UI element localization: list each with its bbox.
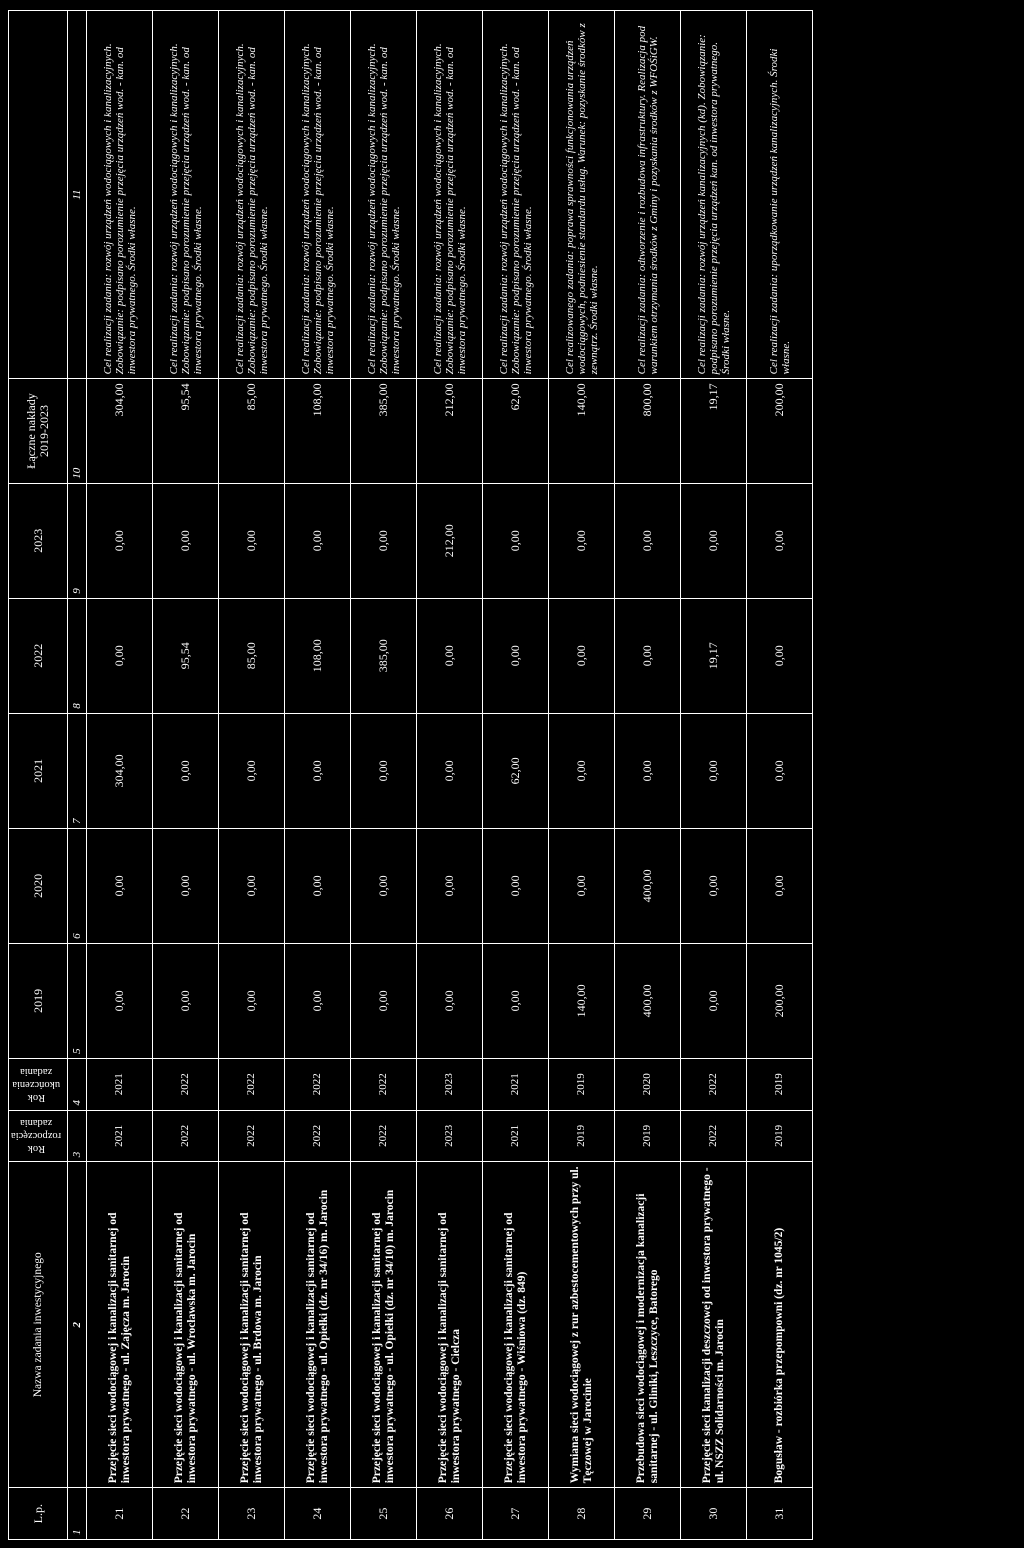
cell-y2023: 0,00 — [153, 483, 219, 598]
header-name: Nazwa zadania inwestycyjnego — [9, 1162, 68, 1488]
cell-y2019: 0,00 — [483, 943, 549, 1058]
cell-y2022: 0,00 — [87, 598, 153, 713]
index-row — [68, 11, 87, 1540]
index-cell: 3 — [68, 1110, 87, 1162]
table-row — [747, 11, 813, 1540]
cell-name: Przejęcie sieci wodociągowej i kanalizacji sanitarnej od inwestora prywatnego - ul. Opiełki (dz. nr 34/10) m. Jarocin — [351, 1162, 417, 1488]
cell-start: 2022 — [285, 1110, 351, 1162]
cell-lp: 25 — [351, 1488, 417, 1540]
cell-start: 2022 — [219, 1110, 285, 1162]
cell-desc: Cel realizacji zadania: rozwój urządzeń wodociągowych i kanalizacyjnych. Zobowiązanie: podpisano porozumienie przejęcia urządzeń wod. - kan. od inwestora prywatnego. Środki własne. — [417, 11, 483, 379]
cell-y2023: 0,00 — [747, 483, 813, 598]
cell-y2019: 0,00 — [153, 943, 219, 1058]
header-end: Rok ukończenia zadania — [9, 1058, 68, 1110]
cell-name: Przebudowa sieci wodociągowej i modernizacja kanalizacji sanitarnej - ul. Gliniki, Leszczyce, Batorego — [615, 1162, 681, 1488]
index-cell: 6 — [68, 828, 87, 943]
header-2021: 2021 — [9, 713, 68, 828]
cell-y2019: 0,00 — [285, 943, 351, 1058]
table-row — [483, 11, 549, 1540]
index-cell: 1 — [68, 1488, 87, 1540]
cell-y2022: 0,00 — [417, 598, 483, 713]
cell-y2020: 400,00 — [615, 828, 681, 943]
investment-table — [8, 10, 813, 1540]
cell-total: 200,00 — [747, 379, 813, 483]
cell-lp: 30 — [681, 1488, 747, 1540]
cell-name: Przejęcie sieci wodociągowej i kanalizacji sanitarnej od inwestora prywatnego - Cielcza — [417, 1162, 483, 1488]
cell-name: Bogusław - rozbiórka przepompowni (dz. nr 1045/2) — [747, 1162, 813, 1488]
cell-desc: Cel realizowanego zadania: poprawa sprawności funkcjonowania urządzeń wodociągowych, podniesienie standardu usług. Warunek: pozyskanie środków z zewnątrz. Środki własne. — [549, 11, 615, 379]
table-row — [219, 11, 285, 1540]
cell-y2023: 0,00 — [681, 483, 747, 598]
header-total: Łączne nakłady 2019-2023 — [9, 379, 68, 483]
cell-y2021: 0,00 — [747, 713, 813, 828]
cell-y2020: 0,00 — [417, 828, 483, 943]
cell-y2023: 0,00 — [351, 483, 417, 598]
cell-y2020: 0,00 — [483, 828, 549, 943]
cell-y2019: 0,00 — [417, 943, 483, 1058]
cell-start: 2019 — [549, 1110, 615, 1162]
cell-y2022: 108,00 — [285, 598, 351, 713]
header-lp: L.p. — [9, 1488, 68, 1540]
cell-y2021: 0,00 — [549, 713, 615, 828]
header-desc — [9, 11, 68, 379]
cell-y2021: 0,00 — [285, 713, 351, 828]
index-cell: 11 — [68, 11, 87, 379]
cell-y2021: 0,00 — [153, 713, 219, 828]
index-cell: 8 — [68, 598, 87, 713]
cell-y2020: 0,00 — [681, 828, 747, 943]
cell-total: 385,00 — [351, 379, 417, 483]
cell-desc: Cel realizacji zadania: rozwój urządzeń kanalizacyjnych (kd). Zobowiązanie: podpisano porozumienie przejęcia urządzeń kan. od inwestora prywatnego. Środki własne. — [681, 11, 747, 379]
cell-total: 95,54 — [153, 379, 219, 483]
cell-y2021: 0,00 — [417, 713, 483, 828]
cell-y2023: 0,00 — [549, 483, 615, 598]
cell-end: 2023 — [417, 1058, 483, 1110]
cell-end: 2019 — [747, 1058, 813, 1110]
cell-lp: 24 — [285, 1488, 351, 1540]
cell-start: 2022 — [351, 1110, 417, 1162]
cell-desc: Cel realizacji zadania: uporządkowanie urządzeń kanalizacyjnych. Środki własne. — [747, 11, 813, 379]
cell-start: 2023 — [417, 1110, 483, 1162]
cell-y2019: 400,00 — [615, 943, 681, 1058]
cell-name: Przejęcie sieci wodociągowej i kanalizacji sanitarnej od inwestora prywatnego - ul. Wrocławska m. Jarocin — [153, 1162, 219, 1488]
cell-y2023: 0,00 — [483, 483, 549, 598]
cell-y2021: 0,00 — [351, 713, 417, 828]
table-row — [351, 11, 417, 1540]
header-2023: 2023 — [9, 483, 68, 598]
cell-y2022: 0,00 — [549, 598, 615, 713]
table-row — [681, 11, 747, 1540]
cell-start: 2022 — [153, 1110, 219, 1162]
cell-lp: 21 — [87, 1488, 153, 1540]
cell-y2022: 0,00 — [747, 598, 813, 713]
cell-lp: 28 — [549, 1488, 615, 1540]
cell-name: Przejęcie sieci wodociągowej i kanalizacji sanitarnej od inwestora prywatnego - ul. Brdowa m. Jarocin — [219, 1162, 285, 1488]
cell-y2022: 95,54 — [153, 598, 219, 713]
cell-start: 2021 — [483, 1110, 549, 1162]
cell-name: Przejęcie sieci wodociągowej i kanalizacji sanitarnej od inwestora prywatnego - ul. Zajęcza m. Jarocin — [87, 1162, 153, 1488]
cell-total: 19,17 — [681, 379, 747, 483]
cell-desc: Cel realizacji zadania: rozwój urządzeń wodociągowych i kanalizacyjnych. Zobowiązanie: podpisano porozumienie przejęcia urządzeń wod. - kan. od inwestora prywatnego. Środki własne. — [483, 11, 549, 379]
cell-y2022: 19,17 — [681, 598, 747, 713]
table-row — [87, 11, 153, 1540]
cell-lp: 23 — [219, 1488, 285, 1540]
cell-end: 2022 — [153, 1058, 219, 1110]
cell-lp: 22 — [153, 1488, 219, 1540]
table-row — [549, 11, 615, 1540]
cell-lp: 27 — [483, 1488, 549, 1540]
cell-y2022: 0,00 — [483, 598, 549, 713]
cell-y2019: 0,00 — [87, 943, 153, 1058]
cell-desc: Cel realizacji zadania: rozwój urządzeń wodociągowych i kanalizacyjnych. Zobowiązanie: podpisano porozumienie przejęcia urządzeń wod. - kan. od inwestora prywatnego. Środki własne. — [351, 11, 417, 379]
cell-y2020: 0,00 — [747, 828, 813, 943]
cell-y2022: 85,00 — [219, 598, 285, 713]
table-row — [285, 11, 351, 1540]
header-start: Rok rozpoczęcia zadania — [9, 1110, 68, 1162]
cell-y2019: 200,00 — [747, 943, 813, 1058]
cell-y2019: 0,00 — [681, 943, 747, 1058]
index-cell: 9 — [68, 483, 87, 598]
cell-y2020: 0,00 — [153, 828, 219, 943]
cell-y2022: 0,00 — [615, 598, 681, 713]
cell-total: 108,00 — [285, 379, 351, 483]
cell-y2023: 212,00 — [417, 483, 483, 598]
cell-y2023: 0,00 — [219, 483, 285, 598]
cell-desc: Cel realizacji zadania: odtworzenie i rozbudowa infrastruktury. Realizacja pod warunkiem otrzymania środków z Gminy i pozyskania środków z WFOŚiGW. — [615, 11, 681, 379]
header-2022: 2022 — [9, 598, 68, 713]
cell-start: 2019 — [747, 1110, 813, 1162]
cell-y2019: 0,00 — [351, 943, 417, 1058]
cell-y2020: 0,00 — [219, 828, 285, 943]
cell-y2019: 0,00 — [219, 943, 285, 1058]
cell-y2020: 0,00 — [285, 828, 351, 943]
cell-desc: Cel realizacji zadania: rozwój urządzeń wodociągowych i kanalizacyjnych. Zobowiązanie: podpisano porozumienie przejęcia urządzeń wod. - kan. od inwestora prywatnego. Środki własne. — [153, 11, 219, 379]
cell-start: 2019 — [615, 1110, 681, 1162]
cell-total: 140,00 — [549, 379, 615, 483]
cell-lp: 29 — [615, 1488, 681, 1540]
cell-name: Przejęcie sieci wodociągowej i kanalizacji sanitarnej od inwestora prywatnego - Wiśniowa (dz. 849) — [483, 1162, 549, 1488]
header-row — [9, 11, 68, 1540]
index-cell: 2 — [68, 1162, 87, 1488]
cell-y2021: 0,00 — [681, 713, 747, 828]
cell-end: 2021 — [87, 1058, 153, 1110]
cell-total: 85,00 — [219, 379, 285, 483]
index-cell: 4 — [68, 1058, 87, 1110]
table-row — [417, 11, 483, 1540]
cell-desc: Cel realizacji zadania: rozwój urządzeń wodociągowych i kanalizacyjnych. Zobowiązanie: podpisano porozumienie przejęcia urządzeń wod. - kan. od inwestora prywatnego. Środki własne. — [219, 11, 285, 379]
header-2019: 2019 — [9, 943, 68, 1058]
cell-name: Przejęcie sieci wodociągowej i kanalizacji sanitarnej od inwestora prywatnego - ul. Opiełki (dz. nr 34/16) m. Jarocin — [285, 1162, 351, 1488]
index-cell: 7 — [68, 713, 87, 828]
cell-desc: Cel realizacji zadania: rozwój urządzeń wodociągowych i kanalizacyjnych. Zobowiązanie: podpisano porozumienie przejęcia urządzeń wod. - kan. od inwestora prywatnego. Środki własne. — [285, 11, 351, 379]
cell-end: 2022 — [351, 1058, 417, 1110]
cell-y2021: 0,00 — [219, 713, 285, 828]
cell-end: 2021 — [483, 1058, 549, 1110]
cell-y2021: 62,00 — [483, 713, 549, 828]
cell-total: 800,00 — [615, 379, 681, 483]
cell-start: 2021 — [87, 1110, 153, 1162]
table-row — [615, 11, 681, 1540]
cell-y2021: 304,00 — [87, 713, 153, 828]
cell-y2019: 140,00 — [549, 943, 615, 1058]
cell-desc: Cel realizacji zadania: rozwój urządzeń wodociągowych i kanalizacyjnych. Zobowiązanie: podpisano porozumienie przejęcia urządzeń wod. - kan. od inwestora prywatnego. Środki własne. — [87, 11, 153, 379]
index-cell: 10 — [68, 379, 87, 483]
cell-end: 2022 — [219, 1058, 285, 1110]
cell-y2020: 0,00 — [351, 828, 417, 943]
cell-y2020: 0,00 — [87, 828, 153, 943]
index-cell: 5 — [68, 943, 87, 1058]
cell-end: 2020 — [615, 1058, 681, 1110]
cell-start: 2022 — [681, 1110, 747, 1162]
table-body — [87, 11, 813, 1540]
cell-y2020: 0,00 — [549, 828, 615, 943]
cell-end: 2022 — [681, 1058, 747, 1110]
header-2020: 2020 — [9, 828, 68, 943]
cell-name: Wymiana sieci wodociągowej z rur azbestocementowych przy ul. Tęczowej w Jarocinie — [549, 1162, 615, 1488]
cell-y2022: 385,00 — [351, 598, 417, 713]
cell-y2023: 0,00 — [285, 483, 351, 598]
cell-lp: 26 — [417, 1488, 483, 1540]
cell-y2023: 0,00 — [615, 483, 681, 598]
cell-end: 2019 — [549, 1058, 615, 1110]
cell-y2023: 0,00 — [87, 483, 153, 598]
cell-lp: 31 — [747, 1488, 813, 1540]
rotated-table-sheet — [8, 10, 1008, 1540]
cell-end: 2022 — [285, 1058, 351, 1110]
cell-total: 62,00 — [483, 379, 549, 483]
cell-name: Przejęcie sieci kanalizacji deszczowej od inwestora prywatnego - ul. NSZZ Solidarności m. Jarocin — [681, 1162, 747, 1488]
cell-total: 212,00 — [417, 379, 483, 483]
cell-total: 304,00 — [87, 379, 153, 483]
table-row — [153, 11, 219, 1540]
cell-y2021: 0,00 — [615, 713, 681, 828]
